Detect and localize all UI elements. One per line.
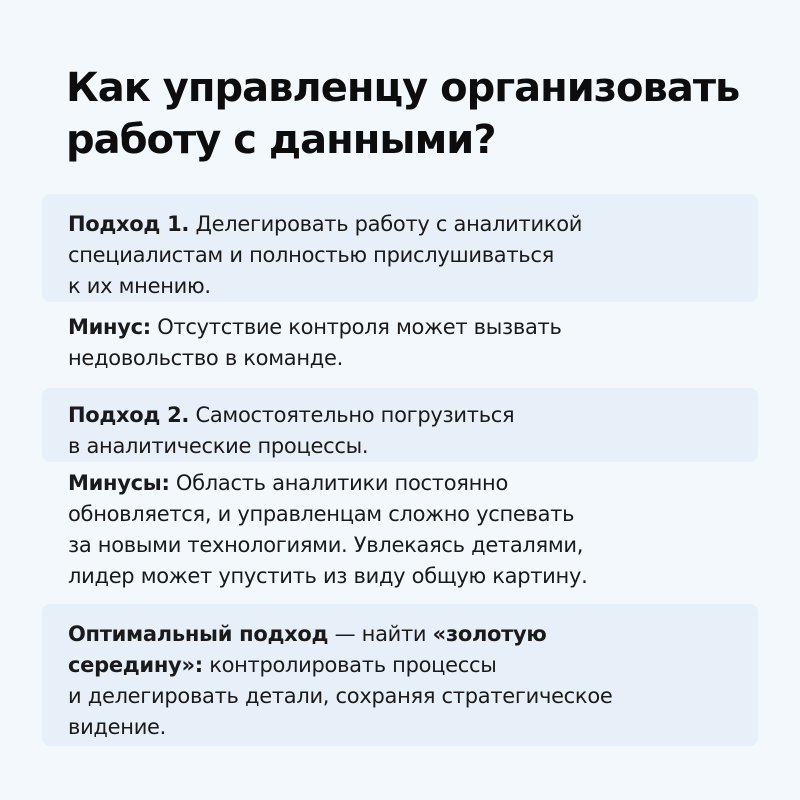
minus-2-line-4: лидер может упустить из виду общую картину. <box>68 564 588 588</box>
approach-2-line-1: Самостоятельно погрузиться <box>189 403 515 427</box>
approach-2-text <box>68 400 748 462</box>
optimal-highlight-1: «золотую <box>432 622 547 646</box>
minus-2-text <box>68 468 748 592</box>
optimal-line-2: контролировать процессы <box>202 653 497 677</box>
optimal-line-4: видение. <box>68 715 167 739</box>
approach-2-label: Подход 2. <box>68 403 190 427</box>
optimal-approach-text <box>68 619 748 743</box>
optimal-line-3: и делегировать детали, сохраняя стратегическое <box>68 684 613 708</box>
minus-1-text <box>68 312 748 374</box>
page-title <box>66 62 766 166</box>
minus-1-line-1: Отсутствие контроля может вызвать <box>150 315 562 339</box>
optimal-label: Оптимальный подход <box>68 622 329 646</box>
optimal-highlight-2: середину»: <box>68 653 203 677</box>
approach-1-line-1: Делегировать работу с аналитикой <box>189 212 583 236</box>
approach-1-line-2: специалистам и полностью прислушиваться <box>68 243 554 267</box>
minus-2-line-2: обновляется, и управленцам сложно успевать <box>68 502 575 526</box>
approach-2-line-2: в аналитические процессы. <box>68 434 369 458</box>
minus-1-label: Минус: <box>68 315 151 339</box>
minus-2-line-1: Область аналитики постоянно <box>169 471 508 495</box>
title-line-1: Как управленцу организовать <box>66 65 740 111</box>
approach-1-label: Подход 1. <box>68 212 190 236</box>
approach-1-text <box>68 209 748 302</box>
minus-2-line-3: за новыми технологиями. Увлекаясь деталями, <box>68 533 584 557</box>
approach-1-line-3: к их мнению. <box>68 274 211 298</box>
minus-2-label: Минусы: <box>68 471 170 495</box>
minus-1-line-2: недовольство в команде. <box>68 346 343 370</box>
optimal-dash: — найти <box>328 622 433 646</box>
title-line-2: работу с данными? <box>66 117 496 163</box>
